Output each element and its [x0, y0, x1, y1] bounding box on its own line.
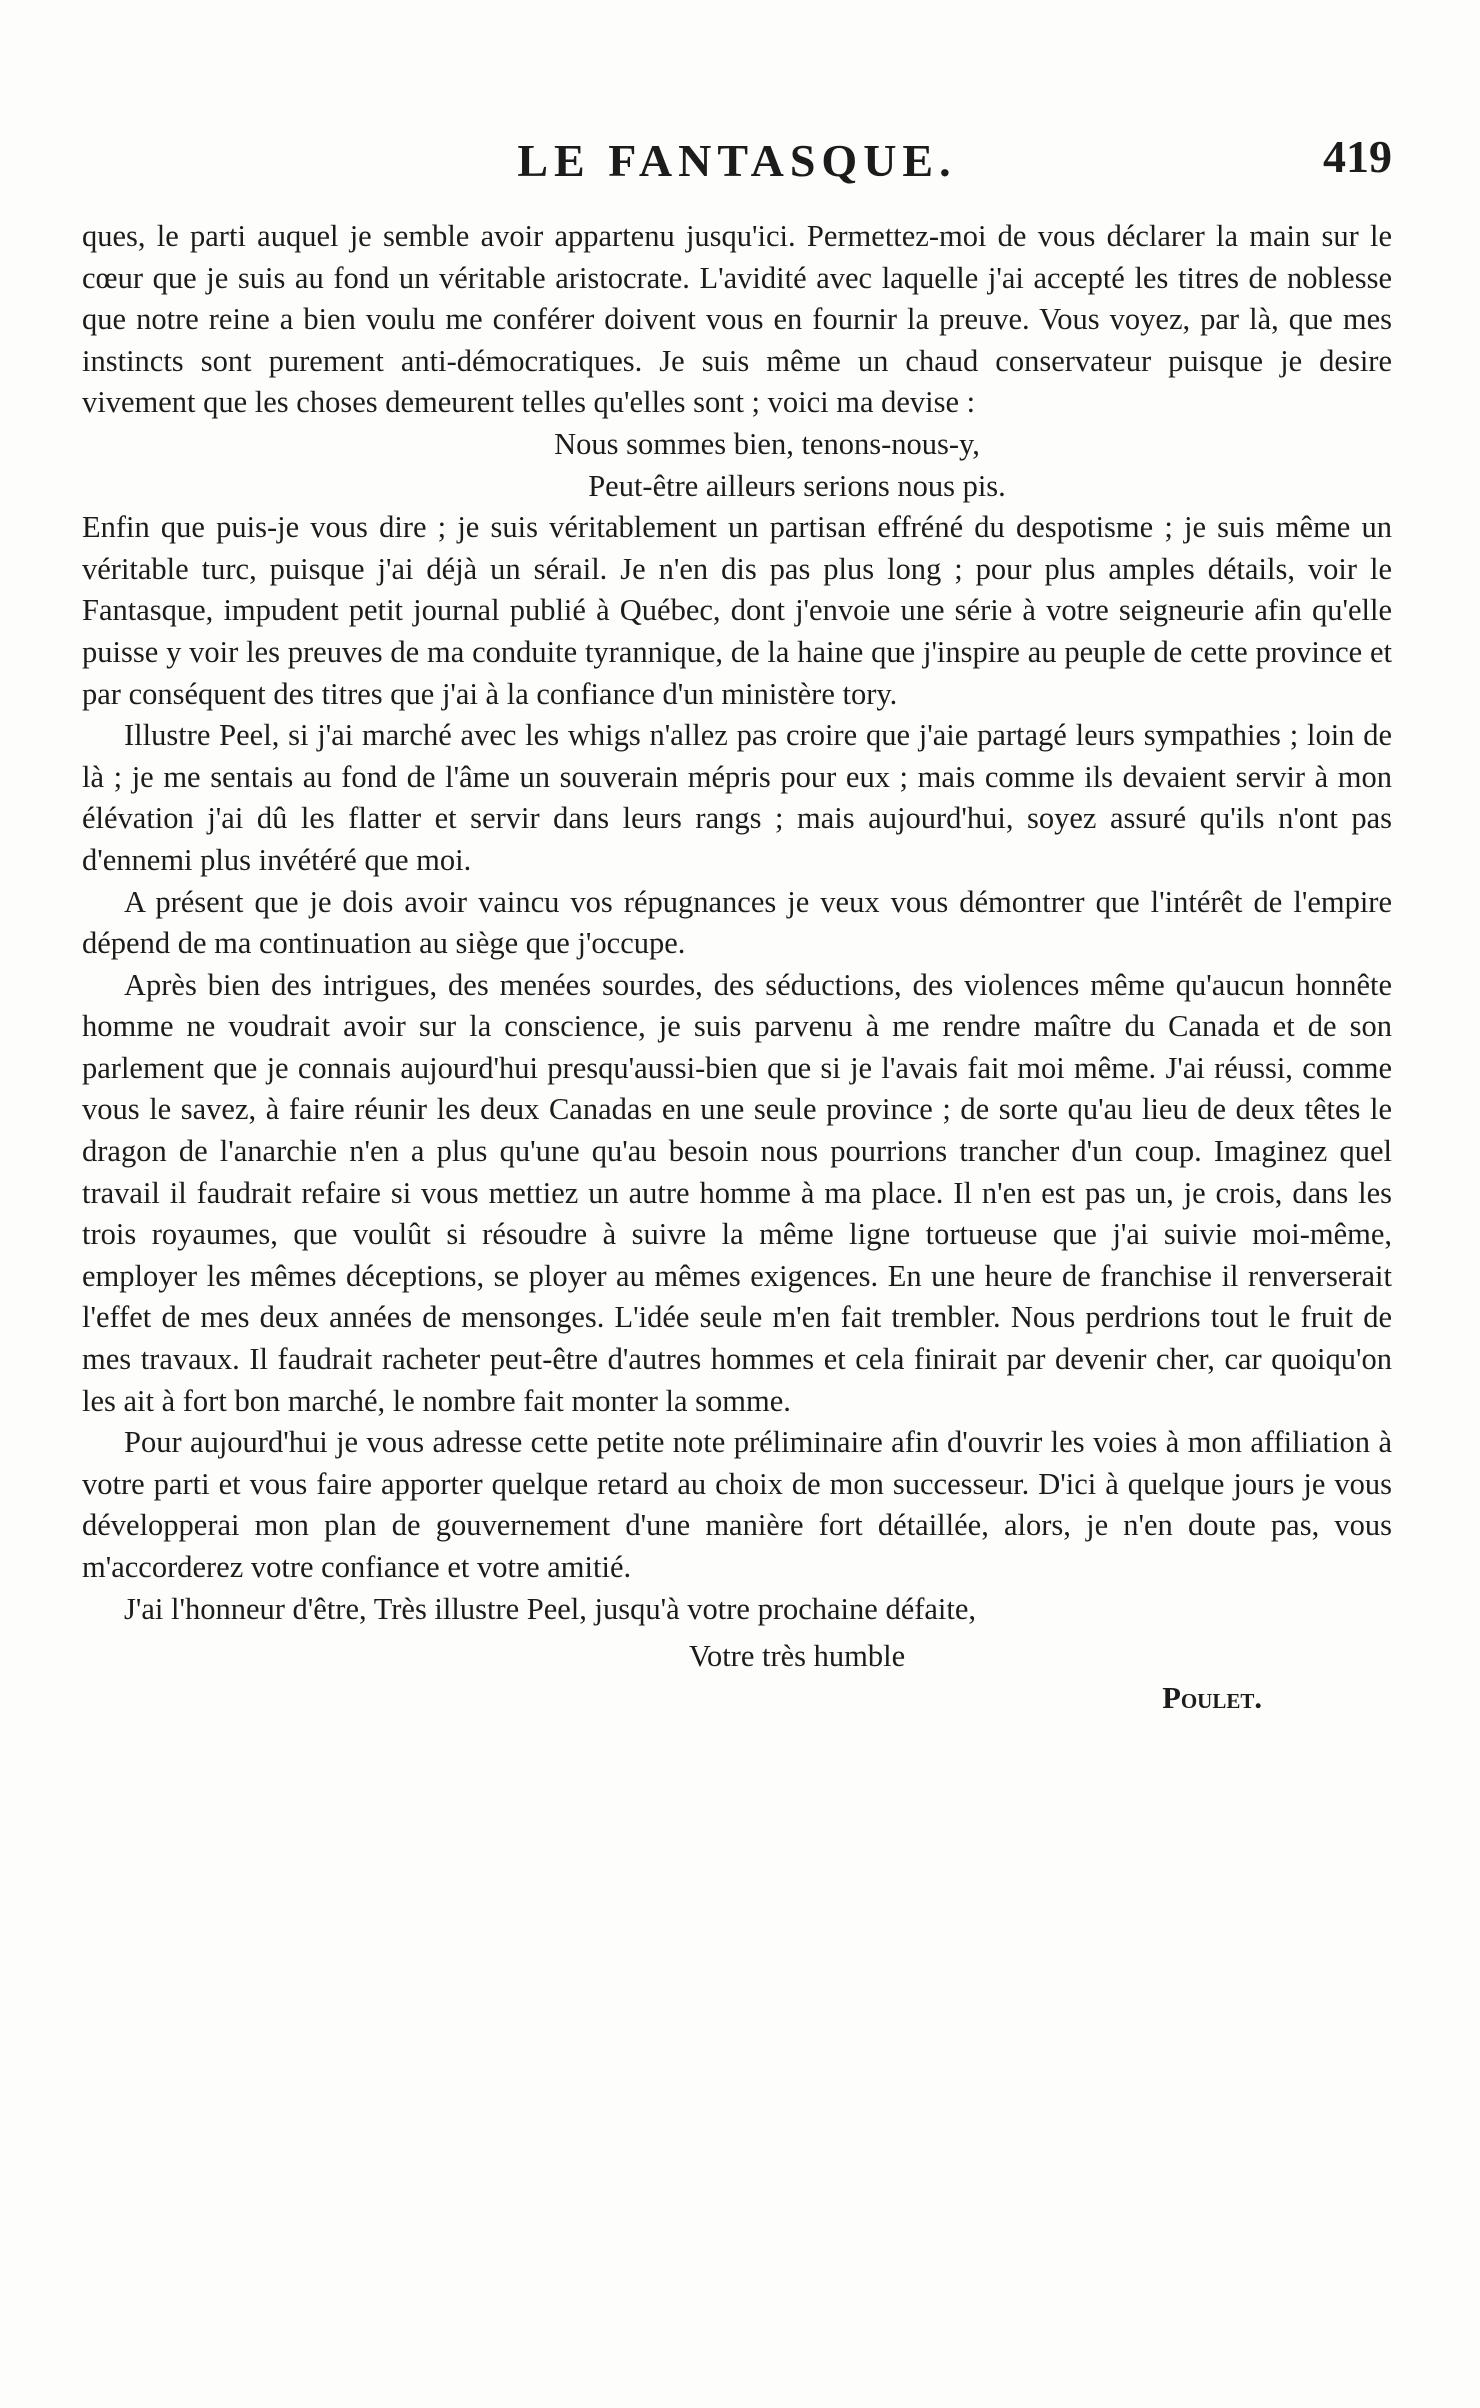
paragraph-preliminary-note: Pour aujourd'hui je vous adresse cette petite note préliminaire afin d'ouvrir les voies à mon affiliation à votre parti et vous faire apporter quelque retard au choix de mon successeur. D'ici à quelque jours je vous développerai mon plan de gouvernement d'une manière fort détaillée, alors, je n'en doute pas, vous m'accorderez votre confiance et votre amitié.: [82, 1425, 1392, 1584]
paragraph-honour: J'ai l'honneur d'être, Très illustre Peel, jusqu'à votre prochaine défaite,: [124, 1591, 977, 1626]
paragraph-whigs: Illustre Peel, si j'ai marché avec les whigs n'allez pas croire que j'aie partagé leurs sympathies ; loin de là ; je me sentais au fond de l'âme un souverain mépris pour eux ; mais comme ils devaient servir à mon élévation j'ai dû les flatter et servir dans leurs rangs ; mais aujourd'hui, soyez assuré qu'ils n'ont pas d'ennemi plus invétéré que moi.: [82, 718, 1392, 877]
paragraph-opening: ques, le parti auquel je semble avoir appartenu jusqu'ici. Permettez-moi de vous déclarer la main sur le cœur que je suis au fond un véritable aristocrate. L'avidité avec laquelle j'ai accepté les titres de noblesse que notre reine a bien voulu me conférer doivent vous en fournir la preuve. Vous voyez, par là, que mes instincts sont purement anti-démocratiques. Je suis même un chaud conservateur puisque je desire vivement que les choses demeurent telles qu'elles sont ; voici ma devise :: [82, 219, 1392, 420]
verse-line-2: Peut-être ailleurs serions nous pis.: [588, 468, 1006, 503]
closing-formula: Votre très humble: [688, 1639, 906, 1674]
paragraph-empire: A présent que je dois avoir vaincu vos répugnances je veux vous démontrer que l'intérêt de l'empire dépend de ma continuation au siège que j'occupe.: [82, 884, 1392, 961]
body-text: [82, 216, 1392, 1719]
running-head: [82, 120, 1392, 216]
running-title: LE FANTASQUE.: [517, 135, 957, 186]
signature: Poulet.: [1162, 1680, 1262, 1715]
paragraph-intrigues: Après bien des intrigues, des menées sourdes, des séductions, des violences même qu'aucun honnête homme ne voudrait avoir sur la conscience, je suis parvenu à me rendre maître du Canada et de son parlement que je connais aujourd'hui presqu'aussi-bien que si je l'avais fait moi même. J'ai réussi, comme vous le savez, à faire réunir les deux Canadas en une seule province ; de sorte qu'au lieu de deux têtes le dragon de l'anarchie n'en a plus qu'une qu'au besoin nous pourrions trancher d'un coup. Imaginez quel travail il faudrait refaire si vous mettiez un autre homme à ma place. Il n'en est pas un, je crois, dans les trois royaumes, que voulût si résoudre à suivre la même ligne tortueuse que j'ai suivie moi-même, employer les mêmes déceptions, se ployer au mêmes exigences. En une heure de franchise il renverserait l'effet de mes deux années de mensonges. L'idée seule m'en fait trembler. Nous perdrions tout le fruit de mes travaux. Il faudrait racheter peut-être d'autres hommes et cela finirait par devenir cher, car quoiqu'on les ait à fort bon marché, le nombre fait monter la somme.: [82, 967, 1392, 1418]
paragraph-despotism: Enfin que puis-je vous dire ; je suis véritablement un partisan effréné du despotisme ; je suis même un véritable turc, puisque j'ai déjà un sérail. Je n'en dis pas plus long ; pour plus amples détails, voir le Fantasque, impudent petit journal publié à Québec, dont j'envoie une série à votre seigneurie afin qu'elle puisse y voir les preuves de ma conduite tyrannique, de la haine que j'inspire au peuple de cette province et par conséquent des titres que j'ai à la confiance d'un ministère tory.: [82, 510, 1392, 711]
verse-line-1: Nous sommes bien, tenons-nous-y,: [554, 426, 980, 461]
page-number: 419: [1323, 131, 1392, 182]
